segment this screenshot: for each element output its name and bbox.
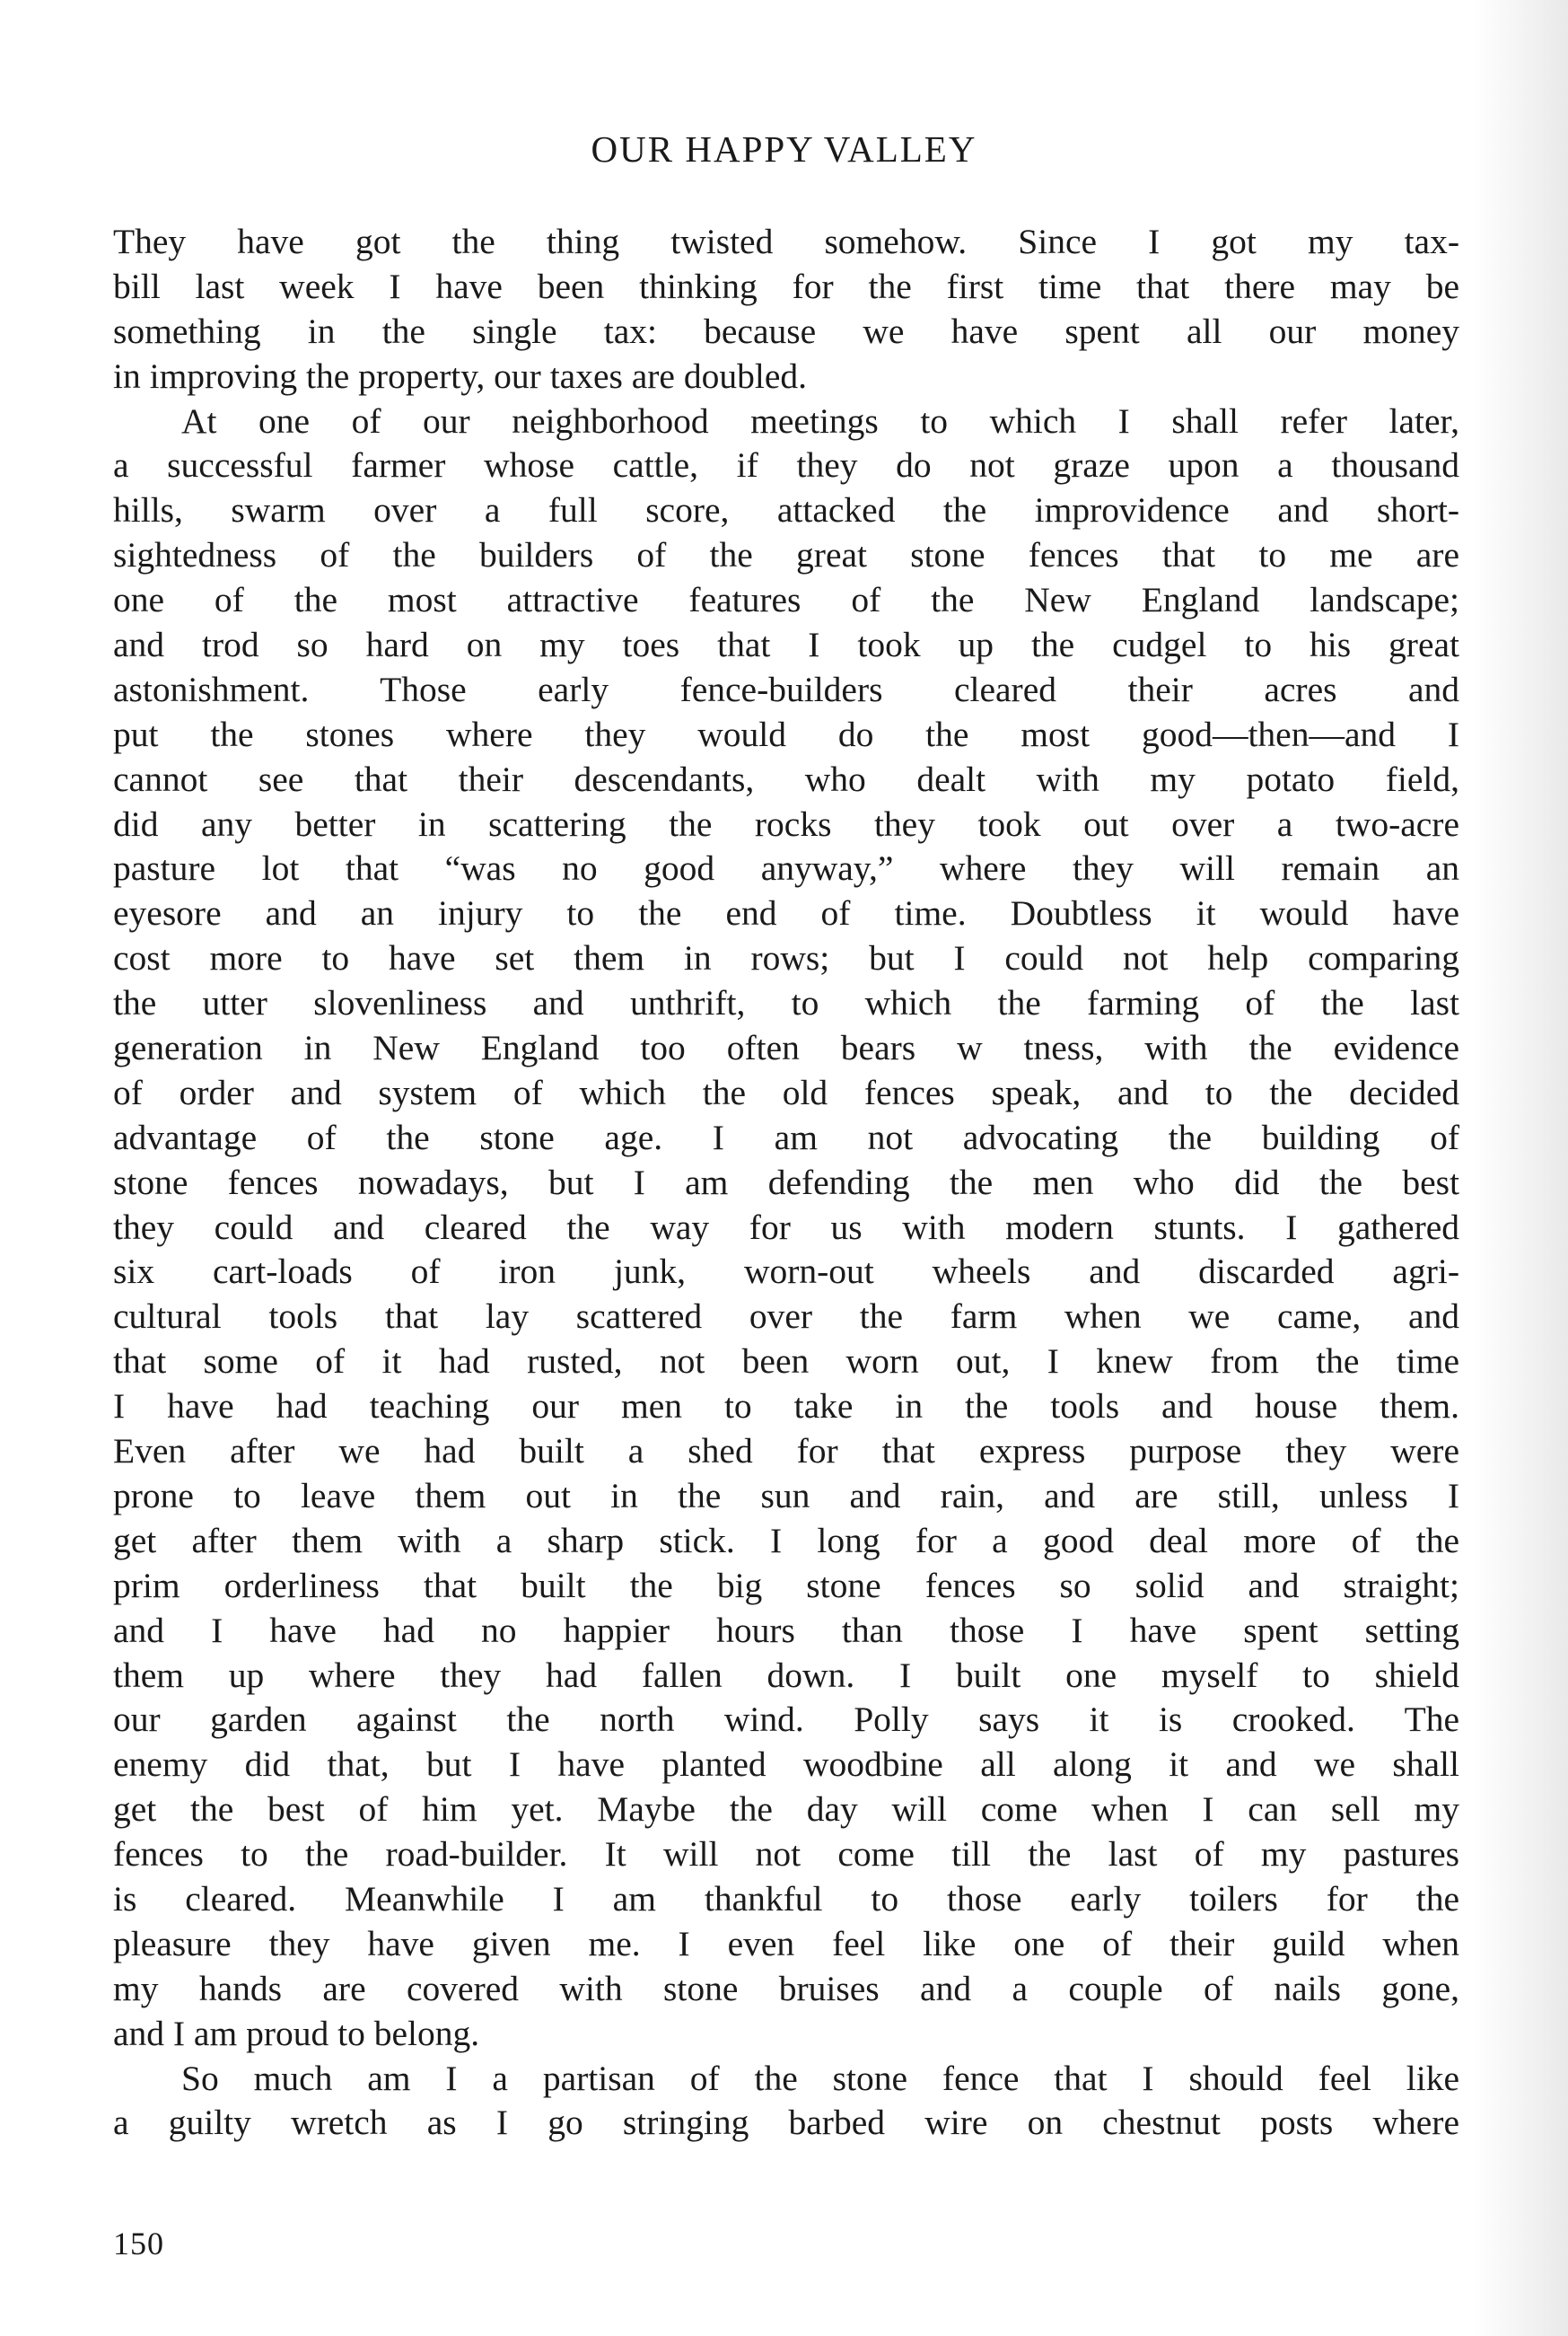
- text-line: Even after we had built a shed for that express purpose they were: [113, 1431, 1459, 1471]
- text-line: a successful farmer whose cattle, if they do not graze upon a thousand: [113, 445, 1459, 486]
- text-line: prim orderliness that built the big stone fences so solid and straight;: [113, 1565, 1459, 1605]
- text-line: and I have had no happier hours than those I have spent setting: [113, 1610, 1459, 1650]
- text-line: the utter slovenliness and unthrift, to which the farming of the last: [113, 983, 1459, 1023]
- paragraph: [113, 2057, 1459, 2147]
- text-line: cost more to have set them in rows; but I could not help comparing: [113, 938, 1459, 979]
- text-line: sightedness of the builders of the great stone fences that to me are: [113, 535, 1459, 575]
- text-line: six cart-loads of iron junk, worn-out wheels and discarded agri-: [113, 1251, 1459, 1292]
- text-line: my hands are covered with stone bruises and a couple of nails gone,: [113, 1968, 1459, 2008]
- paragraph: [113, 400, 1459, 2057]
- text-line: something in the single tax: because we have spent all our money: [113, 311, 1459, 351]
- text-line: that some of it had rusted, not been worn out, I knew from the time: [113, 1341, 1459, 1382]
- text-line: is cleared. Meanwhile I am thankful to those early toilers for the: [113, 1878, 1459, 1919]
- text-line: eyesore and an injury to the end of time. Doubtless it would have: [113, 893, 1459, 934]
- text-line: get after them with a sharp stick. I long for a good deal more of the: [113, 1520, 1459, 1560]
- text-line: pleasure they have given me. I even feel like one of their guild when: [113, 1923, 1459, 1963]
- text-line: one of the most attractive features of the New England landscape;: [113, 580, 1459, 620]
- text-line: in improving the property, our taxes are doubled.: [113, 356, 807, 396]
- paragraph: [113, 220, 1459, 400]
- text-line: and I am proud to belong.: [113, 2013, 480, 2053]
- text-line: bill last week I have been thinking for the first time that there may be: [113, 266, 1459, 306]
- text-line: cannot see that their descendants, who dealt with my potato field,: [113, 759, 1459, 799]
- text-line: prone to leave them out in the sun and rain, and are still, unless I: [113, 1475, 1459, 1515]
- text-line: and trod so hard on my toes that I took up the cudgel to his great: [113, 625, 1459, 665]
- text-line: them up where they had fallen down. I built one myself to shield: [113, 1655, 1459, 1695]
- text-line: advantage of the stone age. I am not advocating the building of: [113, 1117, 1459, 1157]
- text-line: a guilty wretch as I go stringing barbed wire on chestnut posts where: [113, 2103, 1459, 2143]
- text-line: put the stones where they would do the most good—then—and I: [113, 714, 1459, 754]
- text-line: I have had teaching our men to take in the tools and house them.: [113, 1386, 1459, 1427]
- text-line: So much am I a partisan of the stone fence that I should feel like: [181, 2058, 1459, 2098]
- text-line: our garden against the north wind. Polly says it is crooked. The: [113, 1699, 1459, 1740]
- body-text: [113, 220, 1459, 2146]
- text-line: They have got the thing twisted somehow. Since I got my tax-: [113, 222, 1459, 261]
- text-line: stone fences nowadays, but I am defending the men who did the best: [113, 1162, 1459, 1202]
- text-line: get the best of him yet. Maybe the day will come when I can sell my: [113, 1789, 1459, 1830]
- text-line: astonishment. Those early fence-builders cleared their acres and: [113, 669, 1459, 709]
- running-head: OUR HAPPY VALLEY: [591, 128, 977, 170]
- text-line: generation in New England too often bears w tness, with the evidence: [113, 1028, 1459, 1068]
- text-line: cultural tools that lay scattered over the farm when we came, and: [113, 1296, 1459, 1337]
- text-line: fences to the road-builder. It will not come till the last of my pastures: [113, 1834, 1459, 1875]
- text-line: of order and system of which the old fences speak, and to the decided: [113, 1072, 1459, 1112]
- text-line: they could and cleared the way for us with modern stunts. I gathered: [113, 1207, 1459, 1247]
- text-line: pasture lot that “was no good anyway,” where they will remain an: [113, 848, 1459, 889]
- text-line: At one of our neighborhood meetings to which I shall refer later,: [181, 400, 1459, 441]
- page-number: 150: [113, 2226, 164, 2261]
- text-line: hills, swarm over a full score, attacked the improvidence and short-: [113, 490, 1459, 531]
- text-line: did any better in scattering the rocks they took out over a two-acre: [113, 804, 1459, 844]
- text-line: enemy did that, but I have planted woodbine all along it and we shall: [113, 1744, 1459, 1785]
